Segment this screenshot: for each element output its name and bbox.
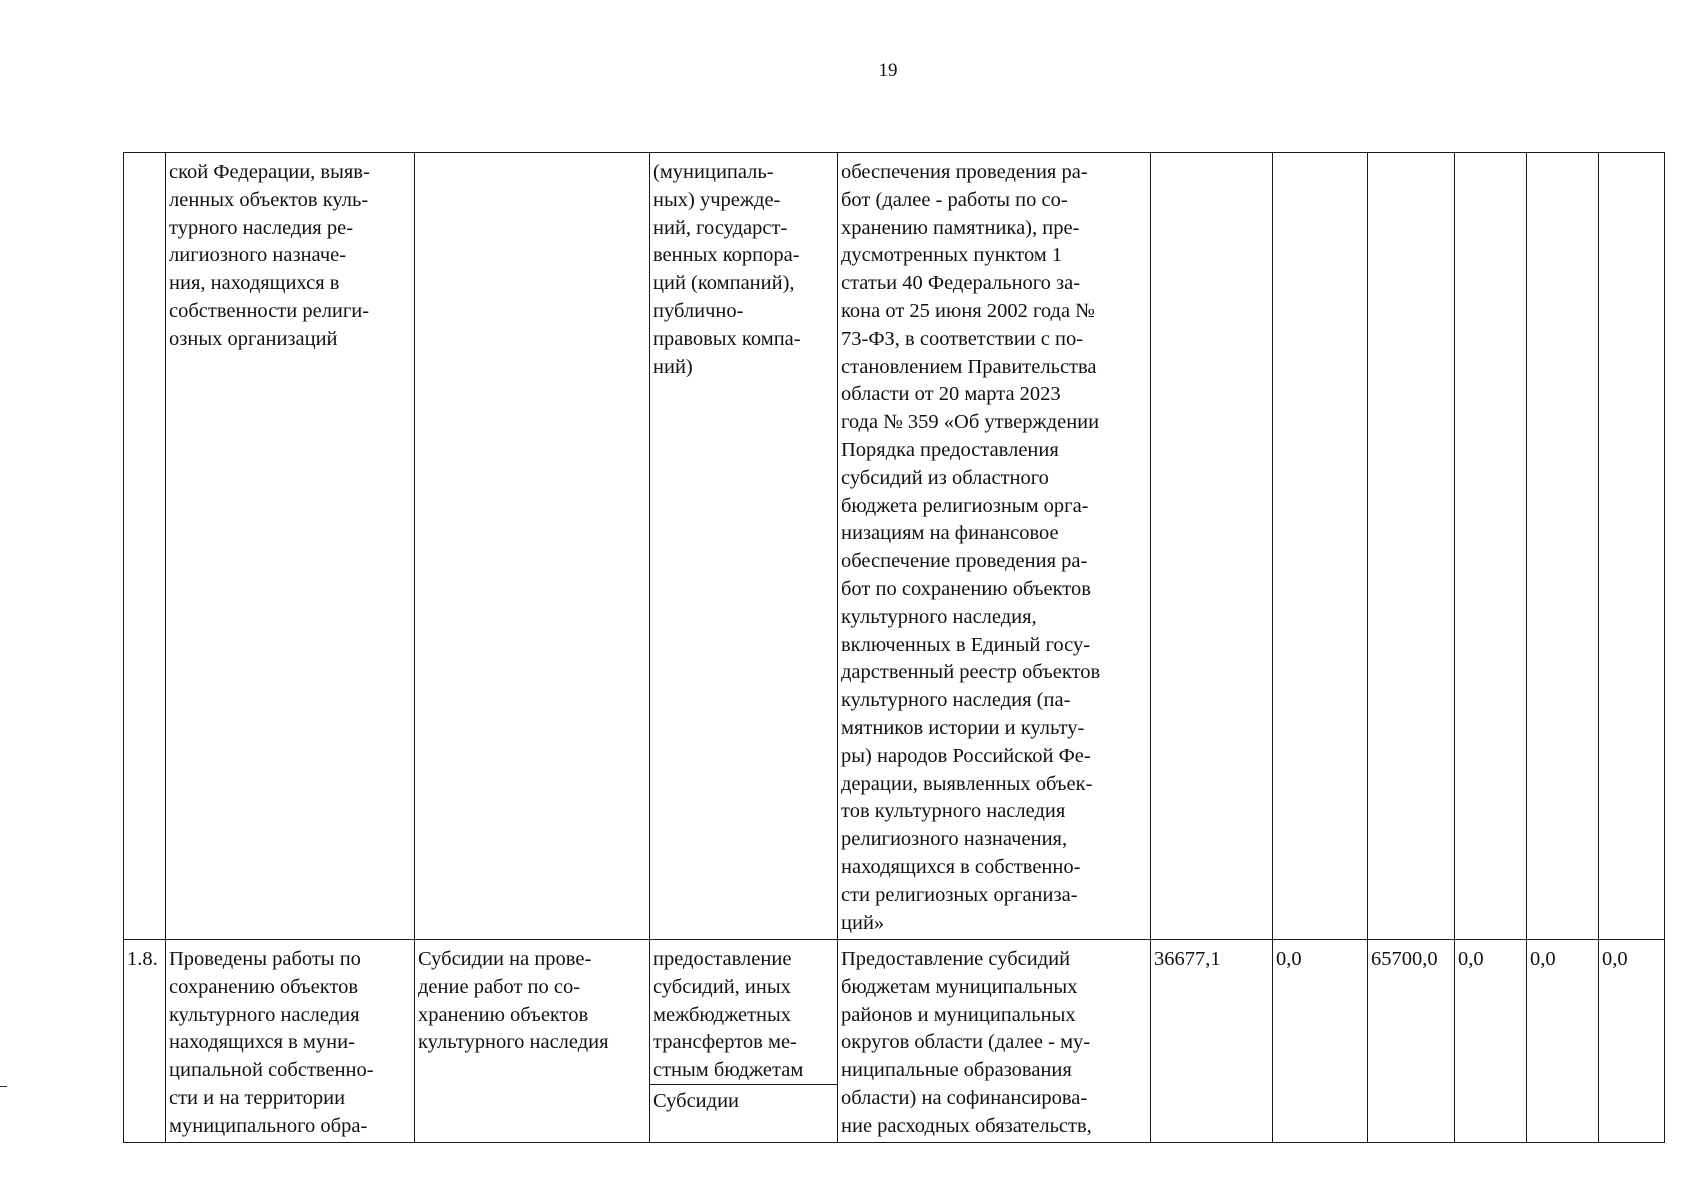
cell-value-5: 0,0 [1527,940,1599,1143]
recipient-type: предоставление субсидий, иных межбюджетных трансфертов ме- стным бюджетам [653,948,804,1082]
cell-value-1: 36677,1 [1151,940,1273,1143]
recipient-split [650,940,837,1142]
table-row-1-8 [124,940,1665,1143]
cell-value-3 [1368,153,1455,940]
cell-value-6: 0,0 [1599,940,1665,1143]
cell-value-3: 65700,0 [1368,940,1455,1143]
program-table [123,152,1665,1143]
cell-number [124,153,166,940]
recipient-subtype: Субсидии [650,1084,837,1116]
cell-event-name: ской Федерации, выяв- ленных объектов куль- турного наследия ре- лигиозного назначе- ния, находящихся в собственности религи- озных организаций [166,153,415,940]
table-row-continuation [124,153,1665,940]
margin-mark [0,1086,7,1087]
cell-description: Предоставление субсидий бюджетам муниципальных районов и муниципальных округов области (далее - му- ниципальные образования области) на софинансирова- ние расходных обязательств, [838,940,1151,1143]
cell-description: обеспечения проведения ра- бот (далее - работы по со- хранению памятника), пре- дусмотренных пунктом 1 статьи 40 Федерального за- кона от 25 июня 2002 года № 73-ФЗ, в соответствии с по- становлением Правительства области от 20 марта 2023 года № 359 «Об утверждении Порядка предоставления субсидий из областного бюджета религиозным орга- низациям на финансовое обеспечение проведения ра- бот по сохранению объектов культурного наследия, включенных в Единый госу- дарственный реестр объектов культурного наследия (па- мятников истории и культу- ры) народов Российской Фе- дерации, выявленных объек- тов культурного наследия религиозного назначения, находящихся в собственно- сти религиозных организа- ций» [838,153,1151,940]
cell-recipient: (муниципаль- ных) учрежде- ний, государст- венных корпора- ций (компаний), публично- правовых компа- ний) [650,153,838,940]
cell-subsidy-name: Субсидии на прове- дение работ по со- хранению объектов культурного наследия [415,940,650,1143]
cell-value-2: 0,0 [1273,940,1368,1143]
cell-value-1 [1151,153,1273,940]
cell-value-4 [1455,153,1527,940]
page-number: 19 [878,60,898,81]
cell-recipient [650,940,838,1143]
cell-value-6 [1599,153,1665,940]
cell-event-name: Проведены работы по сохранению объектов культурного наследия находящихся в муни- ципальной собственно- сти и на территории муниципального обра- [166,940,415,1143]
cell-number: 1.8. [124,940,166,1143]
cell-value-2 [1273,153,1368,940]
cell-value-4: 0,0 [1455,940,1527,1143]
cell-value-5 [1527,153,1599,940]
cell-subsidy-name [415,153,650,940]
